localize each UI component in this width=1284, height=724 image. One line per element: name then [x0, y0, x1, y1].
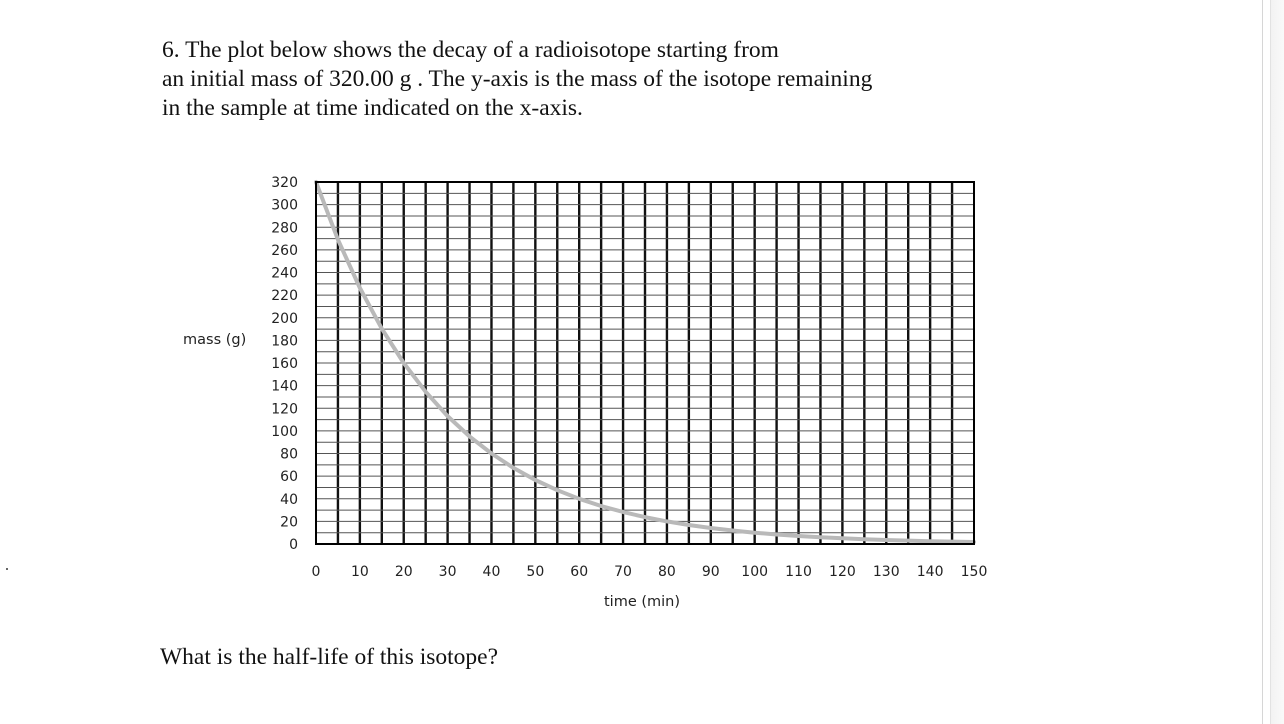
y-tick-label: 140 [271, 378, 298, 395]
y-tick-label: 160 [271, 356, 298, 372]
y-tick-label: 0 [289, 537, 298, 553]
y-tick-label: 320 [271, 175, 298, 191]
x-tick-labels [312, 564, 988, 580]
y-tick-label: 100 [271, 423, 298, 440]
x-tick-label: 50 [526, 564, 545, 580]
x-tick-label: 60 [570, 564, 589, 580]
y-tick-label: 20 [280, 514, 298, 531]
y-tick-label: 220 [271, 288, 298, 305]
x-axis-label: time (min) [603, 594, 681, 610]
x-tick-label: 140 [916, 564, 944, 580]
x-tick-label: 130 [872, 564, 900, 580]
x-tick-label: 100 [741, 564, 769, 580]
x-tick-label: 120 [829, 564, 856, 580]
x-tick-label: 0 [311, 564, 321, 580]
x-tick-label: 40 [482, 564, 501, 580]
question-line-2: an initial mass of 320.00 g . The y-axis is the mass of the isotope remaining [162, 66, 873, 92]
y-tick-label: 40 [280, 491, 298, 508]
x-tick-label: 20 [394, 564, 413, 580]
y-tick-label: 300 [271, 197, 298, 214]
y-tick-label: 280 [271, 220, 298, 237]
question-line-3: in the sample at time indicated on the x-axis. [162, 95, 583, 121]
x-tick-label: 110 [785, 564, 812, 580]
x-tick-label: 10 [350, 564, 369, 580]
y-tick-label: 60 [280, 469, 298, 486]
question-line-1: 6. The plot below shows the decay of a radioisotope starting from [162, 37, 779, 63]
y-tick-label: 120 [271, 401, 298, 418]
y-tick-labels [271, 175, 298, 553]
y-axis-label: mass (g) [183, 332, 247, 348]
y-tick-label: 240 [271, 265, 298, 282]
y-tick-label: 180 [271, 333, 298, 350]
x-tick-label: 30 [438, 564, 457, 580]
y-tick-label: 80 [280, 446, 298, 463]
x-tick-label: 90 [701, 564, 720, 580]
y-tick-label: 200 [271, 310, 298, 327]
x-tick-label: 80 [658, 564, 676, 580]
grid [316, 182, 974, 544]
x-tick-label: 70 [614, 564, 632, 580]
x-tick-label: 150 [960, 564, 988, 580]
y-tick-label: 260 [271, 242, 298, 259]
followup-question: What is the half-life of this isotope? [160, 644, 499, 670]
